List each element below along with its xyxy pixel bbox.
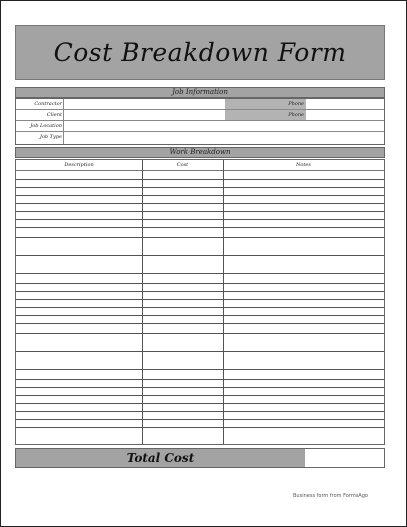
table-row-line [16, 195, 384, 196]
job-type-field[interactable] [76, 132, 384, 142]
table-row-line [16, 403, 384, 404]
table-row-line [16, 219, 384, 220]
table-row-line [16, 307, 384, 308]
job-row-client [16, 110, 384, 121]
footer-credit: Business form from FormsAgo [293, 493, 368, 499]
table-row-line [16, 283, 384, 284]
table-row-line [16, 411, 384, 412]
table-row-line [16, 179, 384, 180]
table-row-line [16, 395, 384, 396]
table-row-line [16, 203, 384, 204]
table-row-line [16, 187, 384, 188]
table-row-line [16, 237, 384, 238]
form-title-bar [15, 25, 385, 80]
client-field[interactable] [76, 110, 223, 120]
table-row-line [16, 419, 384, 420]
table-row-line [16, 379, 384, 380]
job-row-type [16, 132, 384, 143]
contractor-field[interactable] [76, 99, 223, 109]
table-row-line [16, 211, 384, 212]
table-row-line [16, 227, 384, 228]
form-title: Cost Breakdown Form [53, 38, 347, 67]
job-label-divider [63, 99, 64, 144]
work-column-headers [16, 160, 384, 171]
job-info-section [15, 98, 385, 145]
table-row-line [16, 351, 384, 352]
table-row-line [16, 255, 384, 256]
job-row-contractor [16, 99, 384, 110]
work-breakdown-table [15, 159, 385, 445]
table-row-line [16, 273, 384, 274]
job-type-label: Job Type [39, 134, 62, 140]
job-row-location [16, 121, 384, 132]
total-cost-row [15, 448, 385, 468]
job-location-field[interactable] [76, 121, 384, 131]
contractor-label: Contractor [34, 101, 62, 107]
phone2-label: Phone [288, 112, 304, 118]
table-row-line [16, 323, 384, 324]
notes-column-header: Notes [296, 162, 311, 168]
table-row-line [16, 333, 384, 334]
work-breakdown-header: Work Breakdown [15, 147, 385, 158]
phone-label: Phone [288, 101, 304, 107]
total-cost-label: Total Cost [126, 451, 195, 465]
table-row-line [16, 291, 384, 292]
table-row-line [16, 299, 384, 300]
cost-column-header: Cost [176, 162, 189, 168]
job-info-header: Job Information [15, 87, 385, 98]
table-row-line [16, 369, 384, 370]
job-location-label: Job Location [30, 123, 62, 129]
description-column-header: Description [64, 162, 94, 168]
table-row-line [16, 315, 384, 316]
client-label: Client [46, 112, 62, 118]
table-row-line [16, 427, 384, 428]
table-row-line [16, 387, 384, 388]
